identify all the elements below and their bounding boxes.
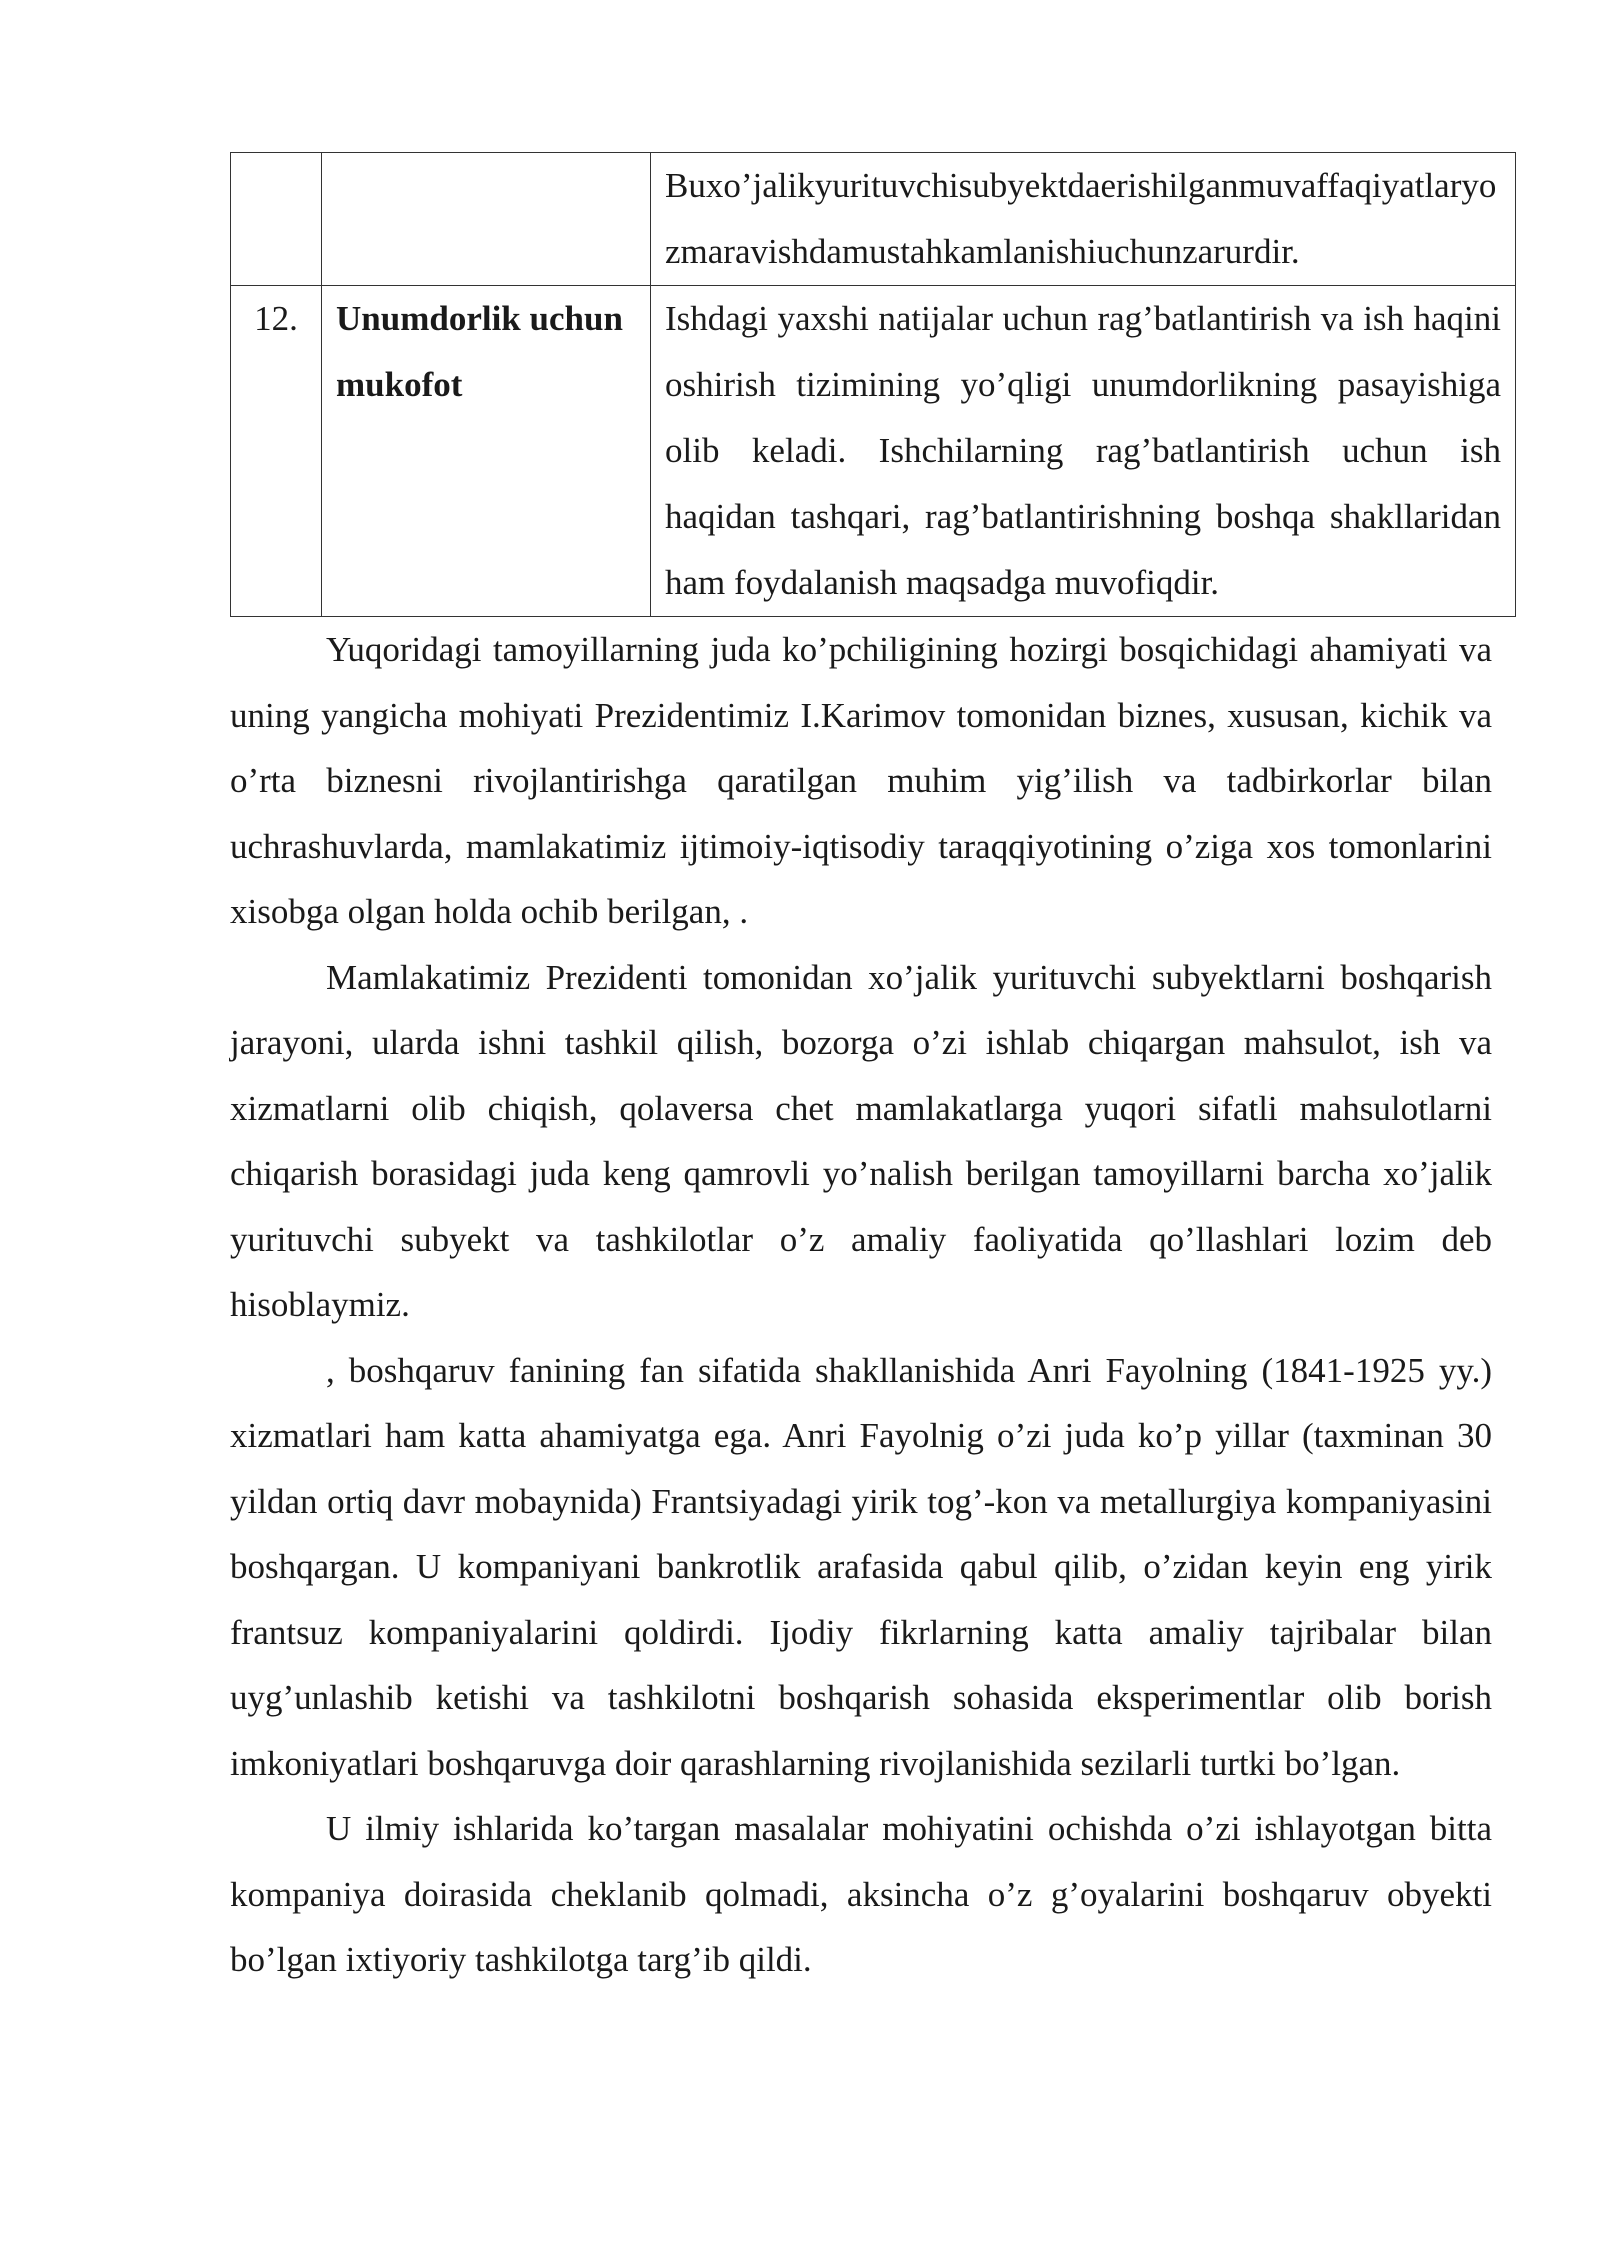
paragraph: Yuqoridagi tamoyillarning juda ko’pchiligining hozirgi bosqichidagi ahamiyati va uning yangicha mohiyati Prezidentimiz I.Karimov tomonidan biznes, xususan, kichik va o’rta biznesni rivojlantirishga qaratilgan muhim yig’ilish va tadbirkorlar bilan uchrashuvlarda, mamlakatimiz ijtimoiy-iqtisodiy taraqqiyotining o’ziga xos tomonlarini xisobga olgan holda ochib berilgan, . [230, 630, 1492, 931]
body-text [230, 617, 1492, 1993]
principle-description-cell: Ishdagi yaxshi natijalar uchun rag’batlantirish va ish haqini oshirish tizimining yo’qligi unumdorlikning pasayishiga olib keladi. Ishchilarning rag’batlantirish uchun ish haqidan tashqari, rag’batlantirishning boshqa shakllaridan ham foydalanish maqsadga muvofiqdir. [651, 286, 1516, 617]
principle-name-cell [322, 153, 651, 286]
paragraph: , boshqaruv fanining fan sifatida shakllanishida Anri Fayolning (1841-1925 yy.) xizmatlari ham katta ahamiyatga ega. Anri Fayolnig o’zi juda ko’p yillar (taxminan 30 yildan ortiq davr mobaynida) Frantsiyadagi yirik tog’-kon va metallurgiya kompaniyasini boshqargan. U kompaniyani bankrotlik arafasida qabul qilib, o’zidan keyin eng yirik frantsuz kompaniyalarini qoldirdi. Ijodiy fikrlarning katta amaliy tajribalar bilan uyg’unlashib ketishi va tashkilotni boshqarish sohasida eksperimentlar olib borish imkoniyatlari boshqaruvga doir qarashlarning rivojlanishida sezilarli turtki bo’lgan. [230, 1350, 1492, 1783]
paragraph: Mamlakatimiz Prezidenti tomonidan xo’jalik yurituvchi subyektlarni boshqarish jarayoni, ularda ishni tashkil qilish, bozorga o’zi ishlab chiqargan mahsulot, ish va xizmatlarni olib chiqish, qolaversa chet mamlakatlarga yuqori sifatli mahsulotlarni chiqarish borasidagi juda keng qamrovli yo’nalish berilgan tamoyillarni barcha xo’jalik yurituvchi subyekt va tashkilotlar o’z amaliy faoliyatida qo’llashlari lozim deb hisoblaymiz. [230, 957, 1492, 1324]
row-number-cell: 12. [231, 286, 322, 617]
paragraph: U ilmiy ishlarida ko’targan masalalar mohiyatini ochishda o’zi ishlayotgan bitta kompaniya doirasida cheklanib qolmadi, aksincha o’z g’oyalarini boshqaruv obyekti bo’lgan ixtiyoriy tashkilotga targ’ib qildi. [230, 1809, 1492, 1979]
row-number-cell [231, 153, 322, 286]
table-row [231, 153, 1516, 286]
principles-table [230, 152, 1516, 617]
principle-name-cell: Unumdorlik uchun mukofot [322, 286, 651, 617]
principle-description-cell: Buxo’jalikyurituvchisubyektdaerishilganmuvaffaqiyatlaryozmaravishdamustahkamlanishiuchunzarurdir. [651, 153, 1516, 286]
table-row [231, 286, 1516, 617]
document-page [230, 152, 1501, 1993]
